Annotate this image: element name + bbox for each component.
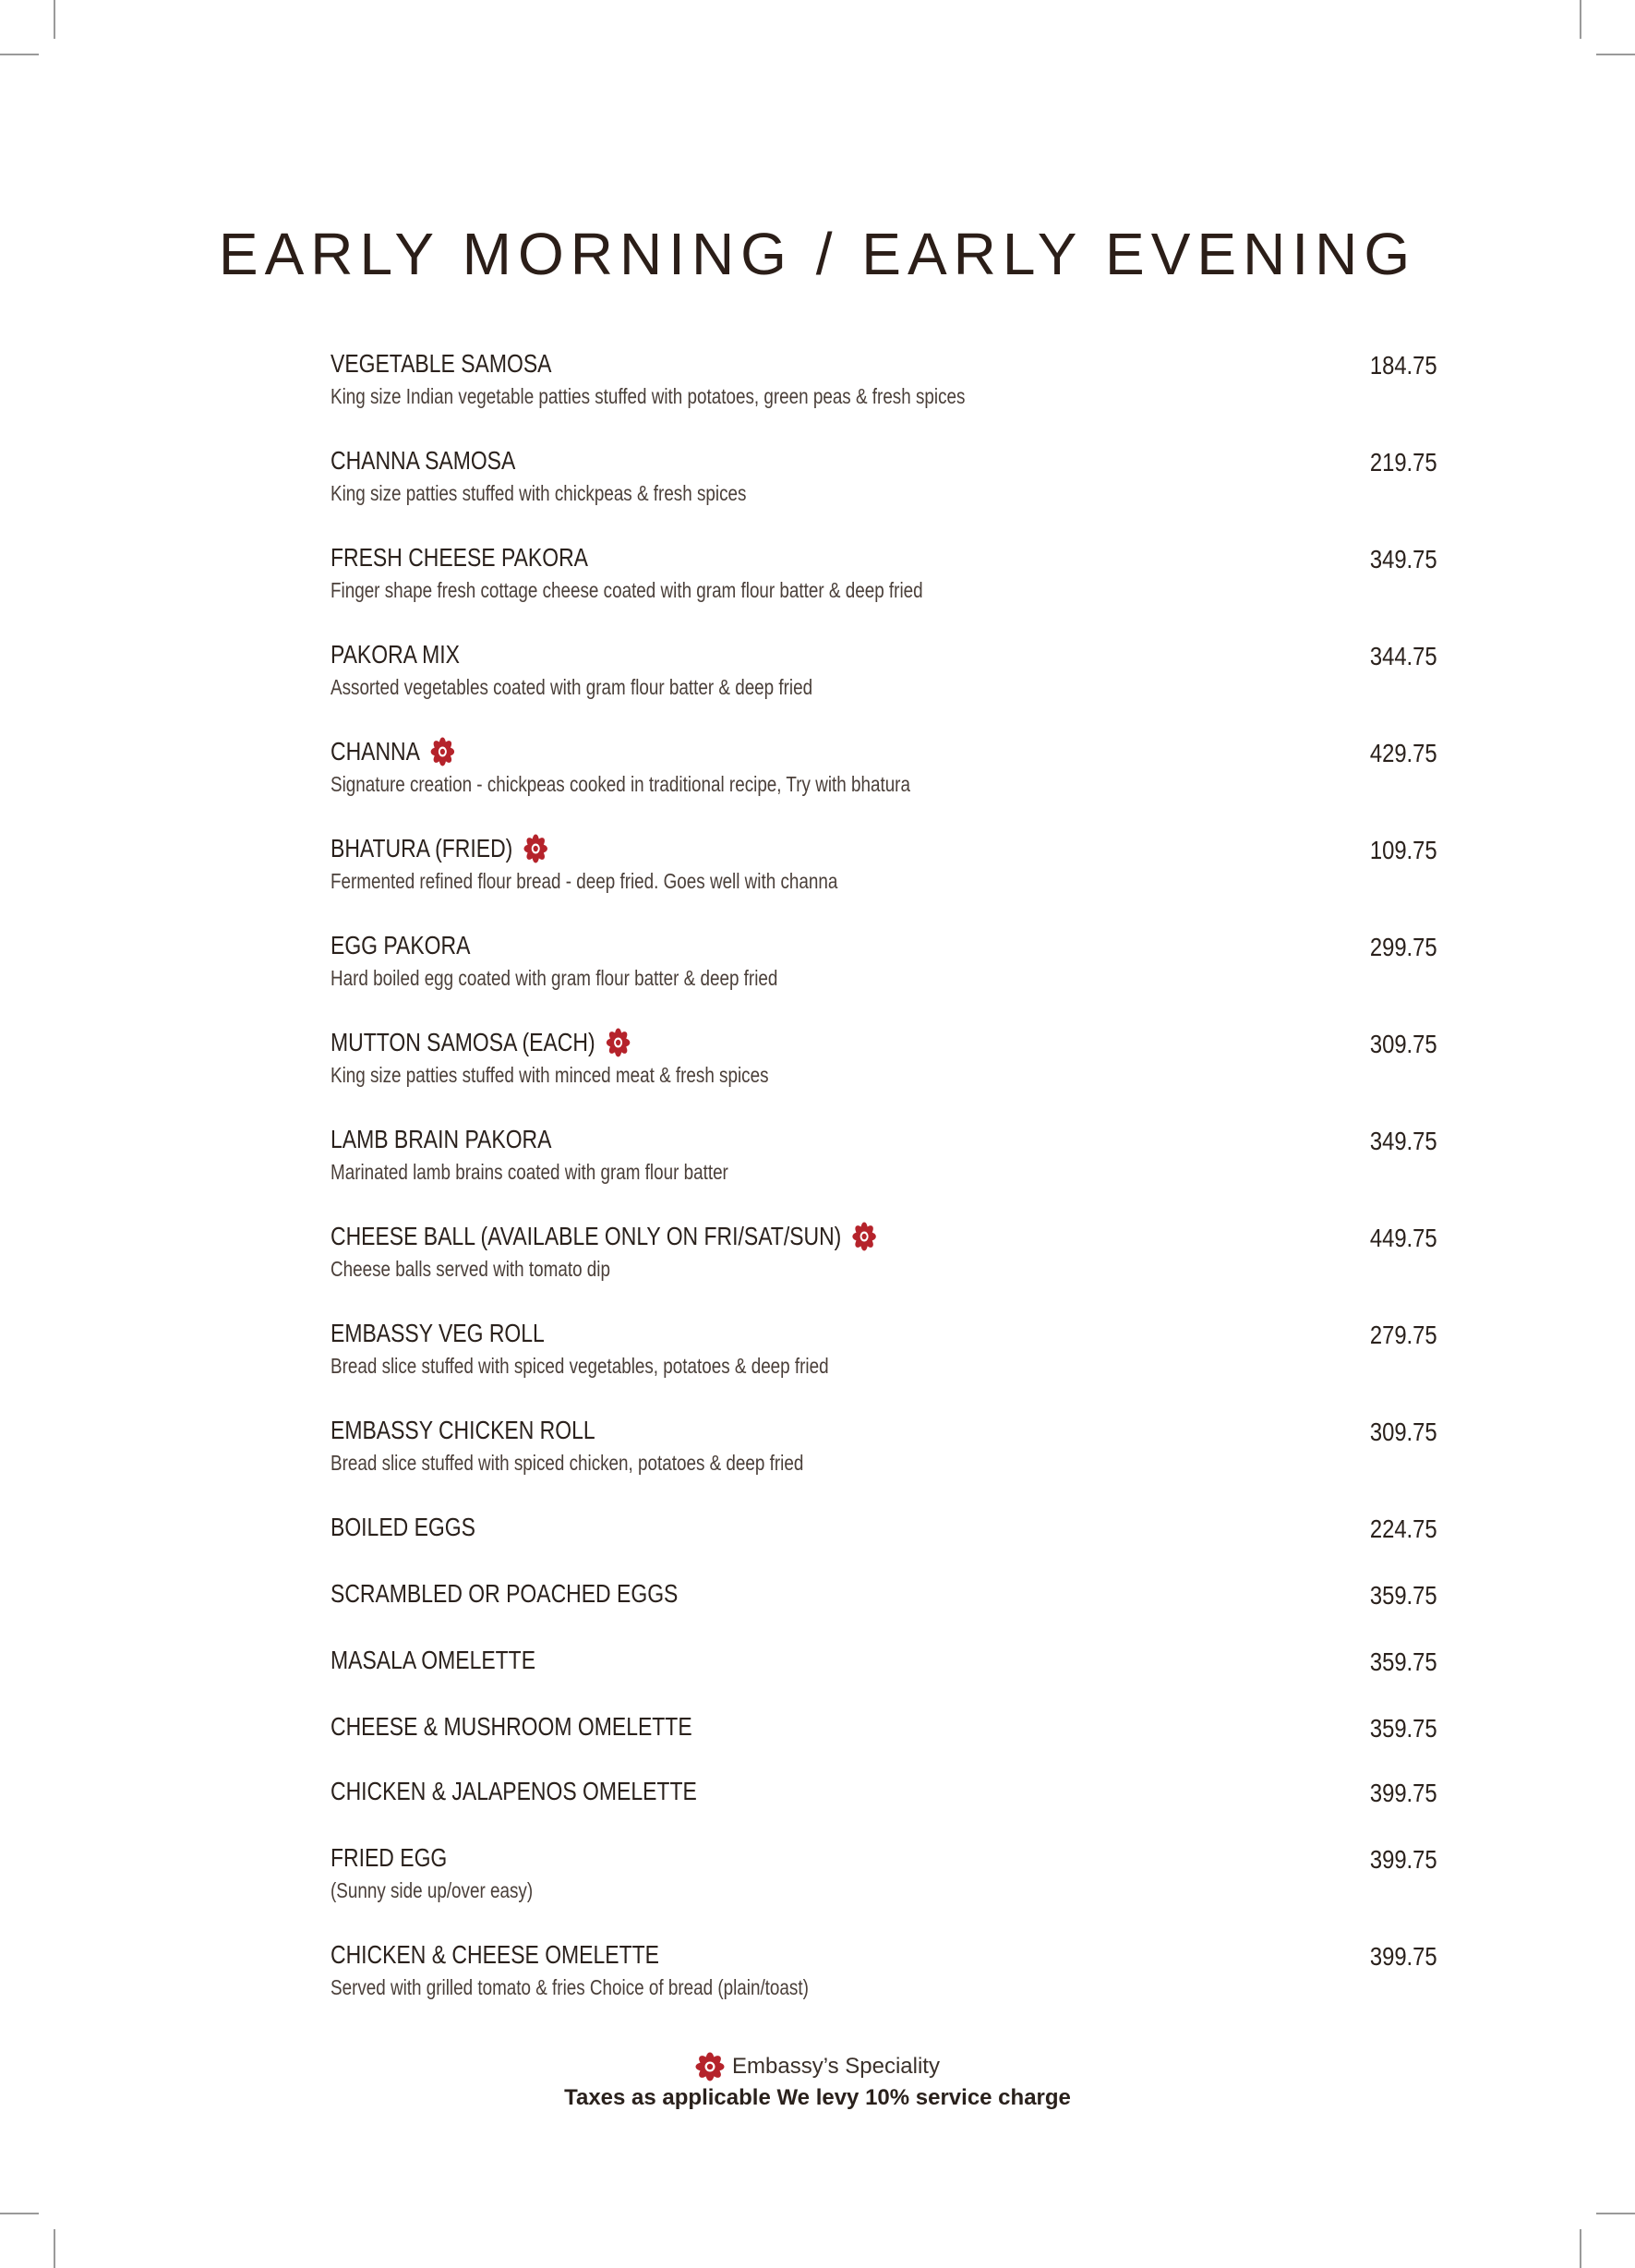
item-description: King size patties stuffed with chickpeas & fresh spices xyxy=(331,481,747,505)
item-name xyxy=(331,1579,678,1609)
item-name-label: FRESH CHEESE PAKORA xyxy=(331,543,588,572)
item-description: (Sunny side up/over easy) xyxy=(331,1878,534,1902)
item-name-label: EMBASSY VEG ROLL xyxy=(331,1319,545,1347)
tax-note: Taxes as applicable We levy 10% service charge xyxy=(564,2085,1071,2110)
item-description: King size patties stuffed with minced meat & fresh spices xyxy=(331,1063,769,1087)
item-description: Marinated lamb brains coated with gram flour batter xyxy=(331,1160,728,1184)
item-name xyxy=(331,1940,659,1970)
item-name xyxy=(331,737,455,766)
crop-mark xyxy=(0,54,39,55)
item-description: Bread slice stuffed with spiced vegetables, potatoes & deep fried xyxy=(331,1354,829,1378)
item-price: 349.75 xyxy=(1370,1127,1437,1155)
speciality-flower-icon xyxy=(606,1028,630,1057)
item-name xyxy=(331,834,547,863)
item-description: King size Indian vegetable patties stuffed with potatoes, green peas & fresh spices xyxy=(331,384,966,408)
item-description: Served with grilled tomato & fries Choice of bread (plain/toast) xyxy=(331,1975,809,1999)
item-name-label: CHEESE BALL (AVAILABLE ONLY ON FRI/SAT/SUN) xyxy=(331,1222,842,1250)
item-price: 449.75 xyxy=(1370,1224,1437,1252)
item-name xyxy=(331,446,515,476)
crop-mark xyxy=(1596,54,1635,55)
item-price: 109.75 xyxy=(1370,836,1437,864)
item-name xyxy=(331,1416,595,1445)
crop-mark xyxy=(54,2229,55,2268)
crop-mark xyxy=(0,2213,39,2214)
item-name-label: MUTTON SAMOSA (EACH) xyxy=(331,1028,595,1056)
item-price: 219.75 xyxy=(1370,448,1437,477)
item-name-label: SCRAMBLED OR POACHED EGGS xyxy=(331,1579,679,1608)
item-name xyxy=(331,1319,545,1348)
item-price: 399.75 xyxy=(1370,1845,1437,1874)
item-price: 399.75 xyxy=(1370,1942,1437,1971)
item-name-label: EGG PAKORA xyxy=(331,931,471,959)
item-price: 359.75 xyxy=(1370,1714,1437,1743)
item-name-label: FRIED EGG xyxy=(331,1843,448,1872)
item-price: 429.75 xyxy=(1370,739,1437,767)
item-price: 224.75 xyxy=(1370,1514,1437,1543)
item-name xyxy=(331,543,588,573)
item-description: Cheese balls served with tomato dip xyxy=(331,1257,610,1281)
item-name xyxy=(331,1125,551,1154)
item-name-label: CHEESE & MUSHROOM OMELETTE xyxy=(331,1712,692,1741)
item-description: Finger shape fresh cottage cheese coated with gram flour batter & deep fried xyxy=(331,578,923,602)
item-description: Fermented refined flour bread - deep fried. Goes well with channa xyxy=(331,869,838,893)
speciality-legend xyxy=(0,2052,1635,2081)
item-price: 359.75 xyxy=(1370,1581,1437,1610)
item-name xyxy=(331,1712,692,1742)
item-name-label: PAKORA MIX xyxy=(331,640,460,669)
crop-mark xyxy=(54,0,55,39)
item-name xyxy=(331,1222,876,1251)
item-description: Hard boiled egg coated with gram flour batter & deep fried xyxy=(331,966,778,990)
item-description: Signature creation - chickpeas cooked in traditional recipe, Try with bhatura xyxy=(331,772,910,796)
crop-mark xyxy=(1596,2213,1635,2214)
item-name-label: CHANNA xyxy=(331,737,420,766)
speciality-flower-icon xyxy=(523,834,547,863)
item-price: 349.75 xyxy=(1370,545,1437,573)
item-name xyxy=(331,640,460,670)
item-name-label: BOILED EGGS xyxy=(331,1513,475,1541)
item-price: 279.75 xyxy=(1370,1321,1437,1349)
crop-mark xyxy=(1580,2229,1581,2268)
item-price: 184.75 xyxy=(1370,351,1437,380)
item-price: 399.75 xyxy=(1370,1779,1437,1807)
item-name-label: MASALA OMELETTE xyxy=(331,1646,536,1674)
item-price: 359.75 xyxy=(1370,1647,1437,1676)
item-price: 309.75 xyxy=(1370,1030,1437,1058)
crop-mark xyxy=(1580,0,1581,39)
item-name xyxy=(331,931,470,960)
item-name xyxy=(331,1777,697,1806)
item-name xyxy=(331,1843,447,1873)
item-price: 299.75 xyxy=(1370,933,1437,961)
item-name-label: VEGETABLE SAMOSA xyxy=(331,349,552,378)
speciality-flower-icon xyxy=(852,1222,876,1251)
item-price: 344.75 xyxy=(1370,642,1437,670)
item-name-label: BHATURA (FRIED) xyxy=(331,834,513,863)
item-name-label: CHICKEN & JALAPENOS OMELETTE xyxy=(331,1777,697,1805)
item-name xyxy=(331,349,551,379)
item-description: Bread slice stuffed with spiced chicken, potatoes & deep fried xyxy=(331,1451,804,1475)
item-name-label: CHANNA SAMOSA xyxy=(331,446,516,475)
item-name-label: EMBASSY CHICKEN ROLL xyxy=(331,1416,595,1444)
item-name-label: LAMB BRAIN PAKORA xyxy=(331,1125,552,1153)
flower-icon xyxy=(695,2052,725,2081)
item-name xyxy=(331,1646,535,1675)
item-price: 309.75 xyxy=(1370,1418,1437,1446)
item-name xyxy=(331,1513,475,1542)
speciality-flower-icon xyxy=(430,737,454,766)
legend-label: Embassy’s Speciality xyxy=(732,2054,940,2079)
page-title: EARLY MORNING / EARLY EVENING xyxy=(218,221,1417,287)
item-name-label: CHICKEN & CHEESE OMELETTE xyxy=(331,1940,659,1969)
item-name xyxy=(331,1028,630,1057)
item-description: Assorted vegetables coated with gram flour batter & deep fried xyxy=(331,675,813,699)
